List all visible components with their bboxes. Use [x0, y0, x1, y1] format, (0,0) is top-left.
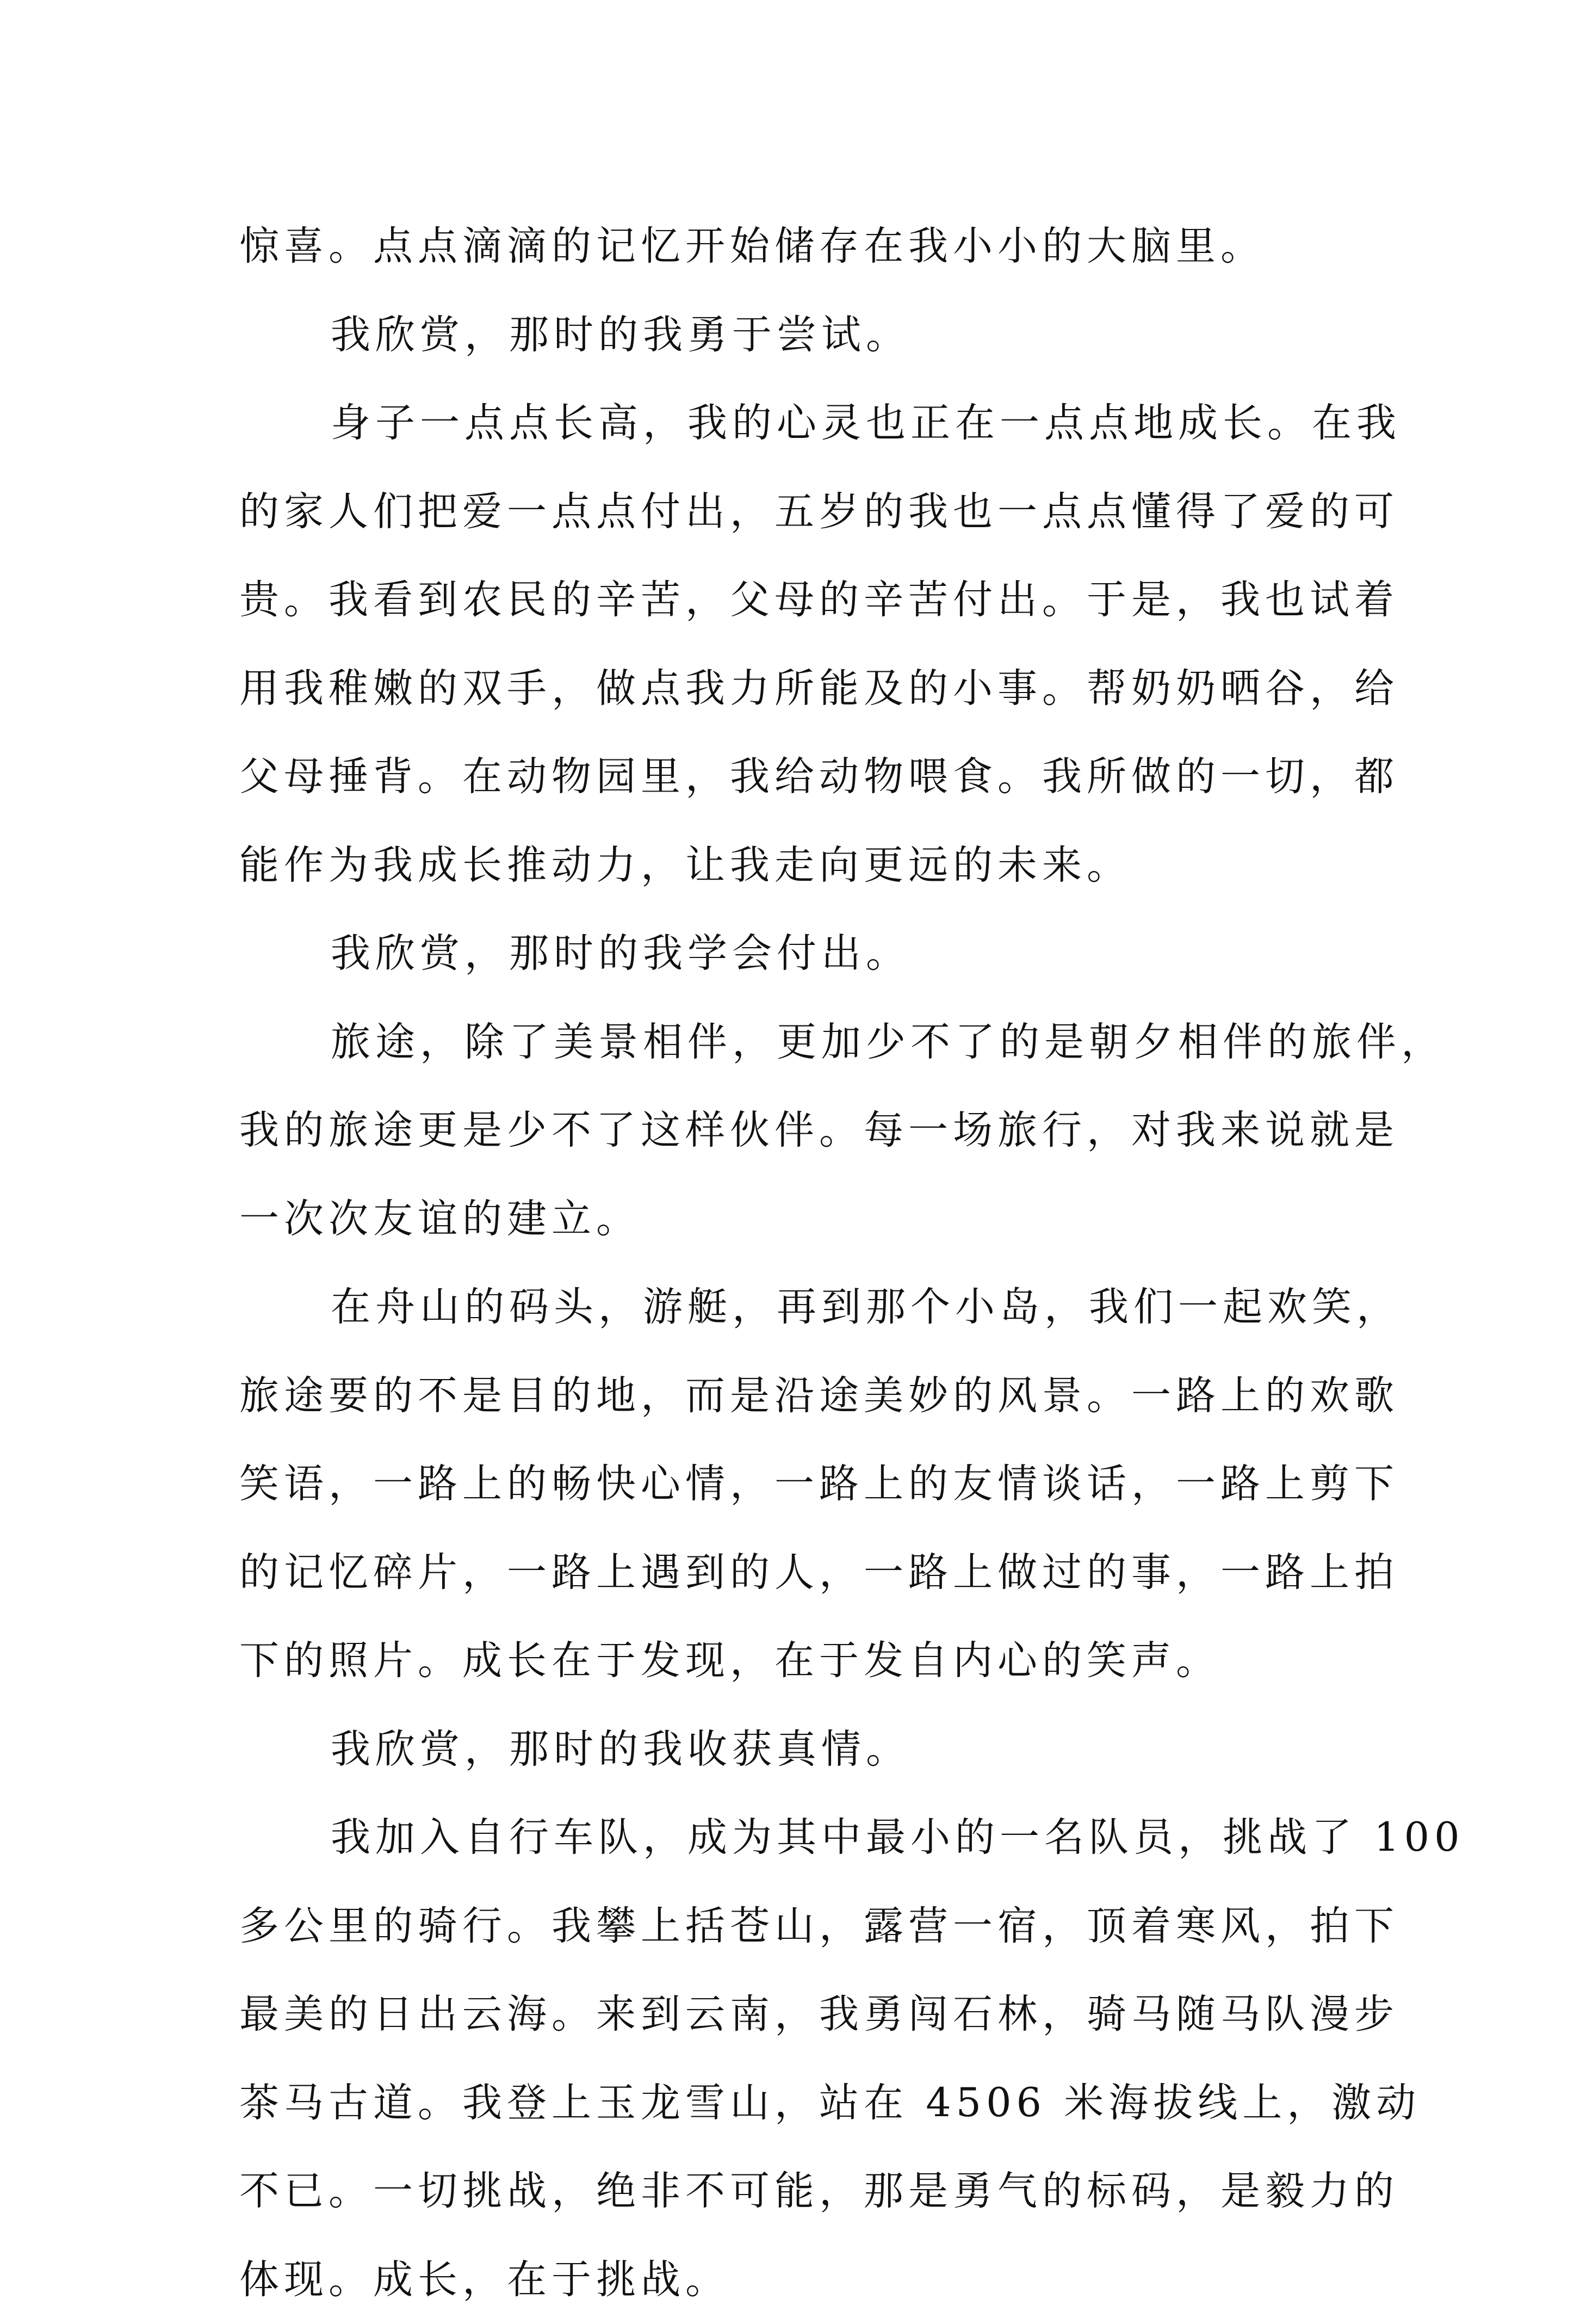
- text-line: 的家人们把爱一点点付出，五岁的我也一点点懂得了爱的可: [239, 468, 1343, 557]
- text-line: 父母捶背。在动物园里，我给动物喂食。我所做的一切，都: [239, 733, 1343, 821]
- text-line: 最美的日出云海。来到云南，我勇闯石林，骑马随马队漫步: [239, 1970, 1343, 2059]
- text-line: 我欣赏，那时的我收获真情。: [239, 1705, 1343, 1794]
- text-line: 我加入自行车队，成为其中最小的一名队员，挑战了 100: [239, 1794, 1343, 1882]
- text-line: 体现。成长，在于挑战。: [239, 2236, 1343, 2324]
- text-line: 在舟山的码头，游艇，再到那个小岛，我们一起欢笑，: [239, 1263, 1343, 1352]
- text-line: 惊喜。点点滴滴的记忆开始储存在我小小的大脑里。: [239, 202, 1343, 291]
- text-line: 一次次友谊的建立。: [239, 1175, 1343, 1264]
- text-line: 我欣赏，那时的我勇于尝试。: [239, 291, 1343, 380]
- text-line: 笑语，一路上的畅快心情，一路上的友情谈话，一路上剪下: [239, 1440, 1343, 1529]
- text-line: 下的照片。成长在于发现，在于发自内心的笑声。: [239, 1617, 1343, 1705]
- essay-body: [239, 202, 1343, 2324]
- text-line: 旅途，除了美景相伴，更加少不了的是朝夕相伴的旅伴，: [239, 998, 1343, 1087]
- text-line: 的记忆碎片，一路上遇到的人，一路上做过的事，一路上拍: [239, 1529, 1343, 1617]
- text-line: 我的旅途更是少不了这样伙伴。每一场旅行，对我来说就是: [239, 1086, 1343, 1175]
- text-line: 我欣赏，那时的我学会付出。: [239, 910, 1343, 998]
- text-line: 身子一点点长高，我的心灵也正在一点点地成长。在我: [239, 379, 1343, 468]
- text-line: 能作为我成长推动力，让我走向更远的未来。: [239, 821, 1343, 910]
- text-line: 旅途要的不是目的地，而是沿途美妙的风景。一路上的欢歌: [239, 1352, 1343, 1441]
- text-line: 多公里的骑行。我攀上括苍山，露营一宿，顶着寒风，拍下: [239, 1882, 1343, 1971]
- text-line: 不已。一切挑战，绝非不可能，那是勇气的标码，是毅力的: [239, 2147, 1343, 2236]
- text-line: 贵。我看到农民的辛苦，父母的辛苦付出。于是，我也试着: [239, 556, 1343, 645]
- text-line: 用我稚嫩的双手，做点我力所能及的小事。帮奶奶晒谷，给: [239, 645, 1343, 733]
- text-line: 茶马古道。我登上玉龙雪山，站在 4506 米海拔线上，激动: [239, 2059, 1343, 2148]
